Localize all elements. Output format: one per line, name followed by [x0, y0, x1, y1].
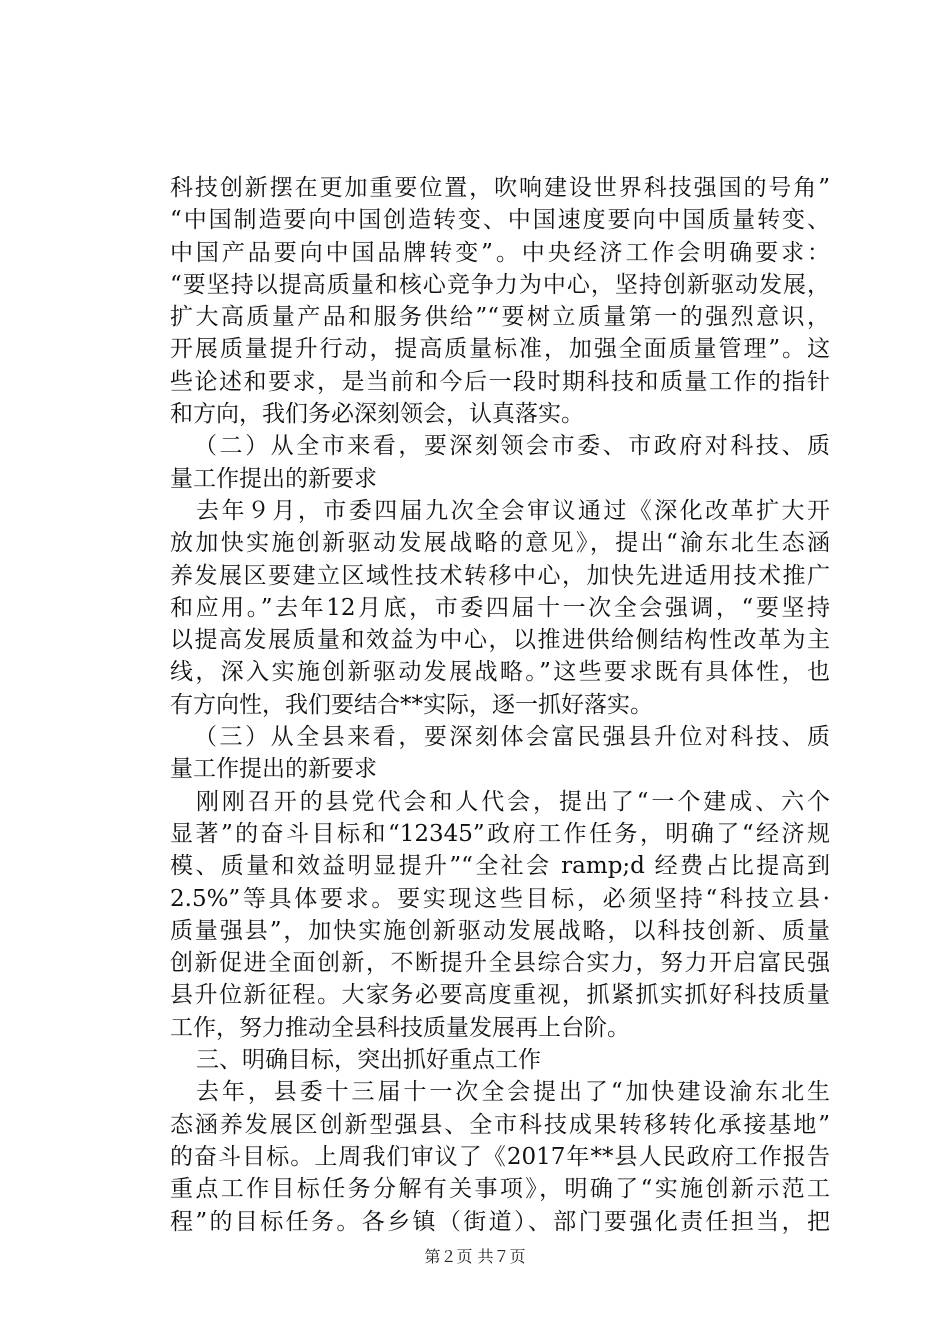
text-line: “中国制造要向中国创造转变、中国速度要向中国质量转变、: [170, 207, 830, 234]
text-line: 创新促进全面创新，不断提升全县综合实力，努力开启富民强: [170, 950, 830, 977]
page-footer: 第２页 共７页: [424, 1247, 526, 1266]
text-line: 模、质量和效益明显提升”“全社会 ramp;d 经费占比提高到: [170, 853, 830, 880]
text-line: 的奋斗目标。上周我们审议了《2017年**县人民政府工作报告: [170, 1143, 830, 1170]
text-line: 程”的目标任务。各乡镇（街道）、部门要强化责任担当，把: [170, 1208, 830, 1235]
text-line: 和方向，我们务必深刻领会，认真落实。: [170, 401, 584, 428]
text-line: 些论述和要求，是当前和今后一段时期科技和质量工作的指针: [170, 368, 830, 395]
text-line: 和应用。”去年12月底，市委四届十一次全会强调，“要坚持: [170, 594, 830, 621]
section-heading: 量工作提出的新要求: [170, 465, 377, 492]
section-heading: （二）从全市来看，要深刻领会市委、市政府对科技、质: [194, 433, 830, 460]
text-line: 以提高发展质量和效益为中心，以推进供给侧结构性改革为主: [170, 627, 830, 654]
text-line: 线，深入实施创新驱动发展战略。”这些要求既有具体性，也: [170, 659, 830, 686]
text-line: 刚刚召开的县党代会和人代会，提出了“一个建成、六个: [196, 788, 830, 815]
text-line: 放加快实施创新驱动发展战略的意见》，提出“渝东北生态涵: [170, 530, 830, 557]
section-heading: （三）从全县来看，要深刻体会富民强县升位对科技、质: [194, 724, 830, 751]
section-heading: 三、明确目标，突出抓好重点工作: [196, 1047, 541, 1074]
body-text: [170, 172, 830, 1238]
text-line: 工作，努力推动全县科技质量发展再上台阶。: [170, 1014, 630, 1041]
text-line: 有方向性，我们要结合**实际，逐一抓好落实。: [170, 691, 653, 718]
section-heading: 量工作提出的新要求: [170, 756, 377, 783]
text-line: 扩大高质量产品和服务供给”“要树立质量第一的强烈意识，: [170, 304, 830, 331]
text-line: 县升位新征程。大家务必要高度重视，抓紧抓实抓好科技质量: [170, 982, 830, 1009]
text-line: 重点工作目标任务分解有关事项》，明确了“实施创新示范工: [170, 1176, 830, 1203]
text-line: 质量强县”，加快实施创新驱动发展战略，以科技创新、质量: [170, 917, 830, 944]
text-line: 显著”的奋斗目标和“12345”政府工作任务，明确了“经济规: [170, 820, 830, 847]
text-line: 中国产品要向中国品牌转变”。中央经济工作会明确要求：: [170, 239, 830, 266]
text-line: 去年，县委十三届十一次全会提出了“加快建设渝东北生: [196, 1079, 830, 1106]
text-line: 开展质量提升行动，提高质量标准，加强全面质量管理”。这: [170, 336, 830, 363]
text-line: 科技创新摆在更加重要位置，吹响建设世界科技强国的号角”: [170, 175, 830, 201]
text-line: “要坚持以提高质量和核心竞争力为中心，坚持创新驱动发展，: [170, 271, 830, 298]
text-line: 态涵养发展区创新型强县、全市科技成果转移转化承接基地”: [170, 1111, 830, 1138]
text-line: 2.5%”等具体要求。要实现这些目标，必须坚持“科技立县·: [170, 885, 830, 912]
text-line: 养发展区要建立区域性技术转移中心，加快先进适用技术推广: [170, 562, 830, 589]
text-line: 去年９月，市委四届九次全会审议通过《深化改革扩大开: [196, 497, 830, 524]
